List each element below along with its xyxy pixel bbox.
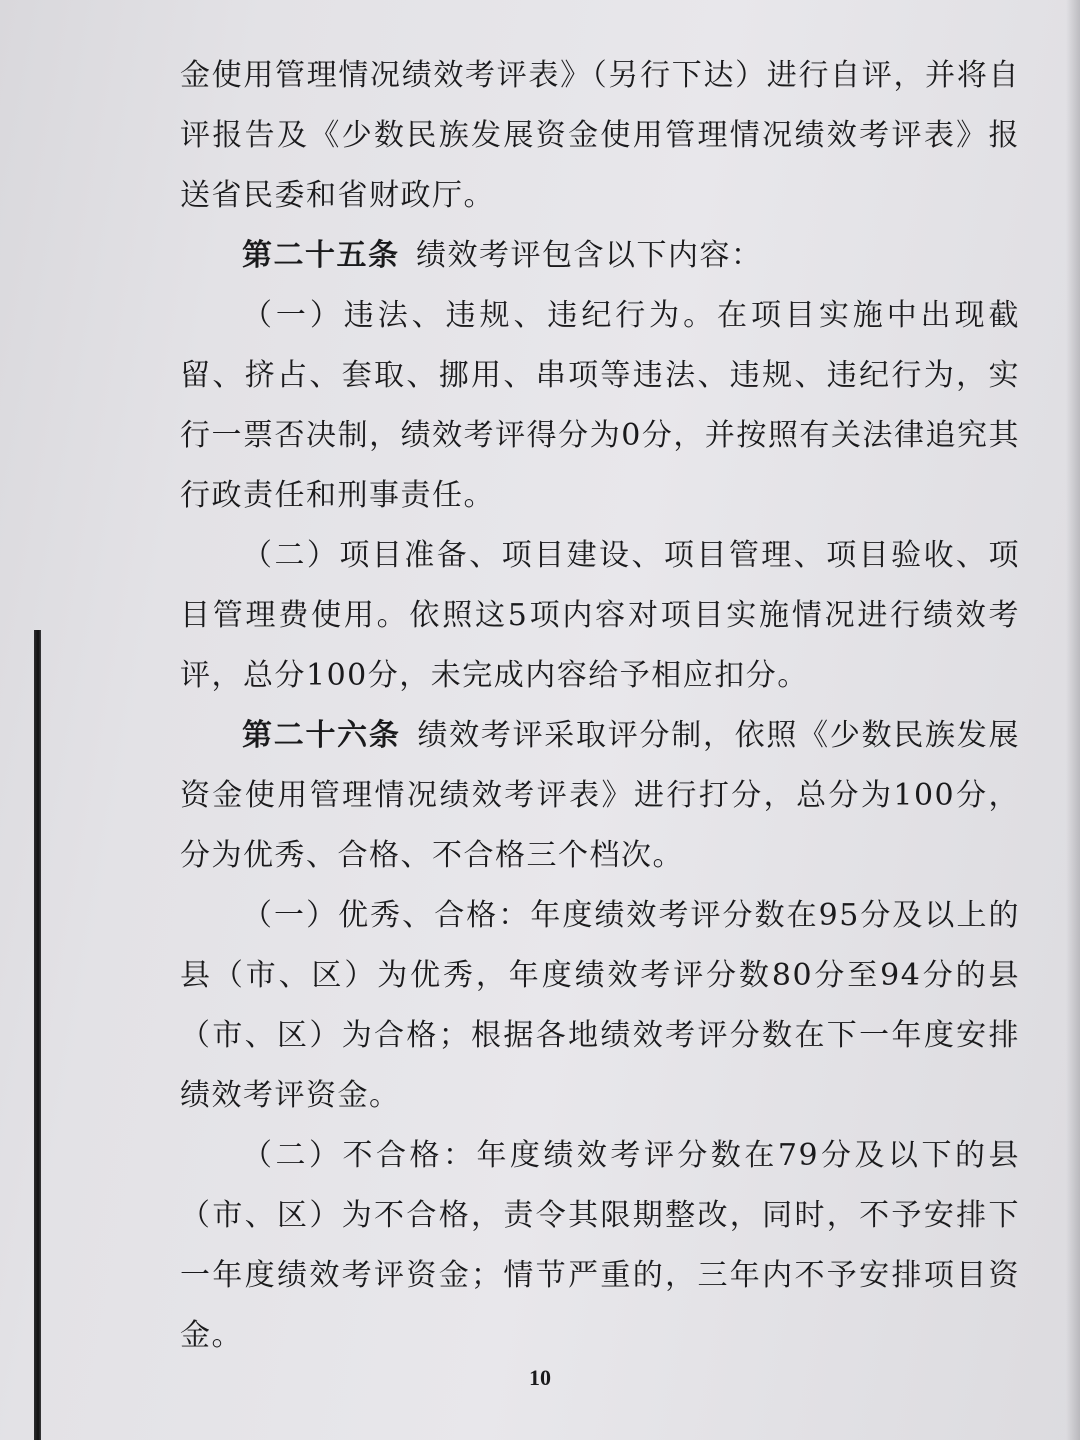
article-heading: 第二十六条 xyxy=(242,718,401,753)
article-26-item-2 xyxy=(180,1126,1020,1366)
article-25 xyxy=(180,226,1020,286)
paragraph-text: 绩效考评包含以下内容： xyxy=(416,238,763,273)
article-25-item-2 xyxy=(180,526,1020,706)
paragraph-text: 绩效考评采取评分制，依照《少数民族发展资金使用管理情况绩效考评表》进行打分，总分为100分，分为优秀、合格、不合格三个档次。 xyxy=(180,718,1021,873)
page-edge-shading xyxy=(1066,0,1080,1440)
book-spine-shadow xyxy=(34,630,41,1440)
paragraph-text: （一）优秀、合格：年度绩效考评分数在95分及以上的县（市、区）为优秀，年度绩效考评分数80分至94分的县（市、区）为合格；根据各地绩效考评分数在下一年度安排绩效考评资金。 xyxy=(180,898,1020,1113)
article-heading: 第二十五条 xyxy=(242,238,400,273)
article-26-item-1 xyxy=(180,886,1020,1126)
article-26 xyxy=(180,706,1020,886)
article-25-item-1 xyxy=(180,286,1020,526)
page-number: 10 xyxy=(529,1365,551,1390)
paragraph-text: 金使用管理情况绩效考评表》（另行下达）进行自评，并将自评报告及《少数民族发展资金使用管理情况绩效考评表》报送省民委和省财政厅。 xyxy=(180,58,1020,213)
paragraph-text: （二）项目准备、项目建设、项目管理、项目验收、项目管理费使用。依照这5项内容对项目实施情况进行绩效考评，总分100分，未完成内容给予相应扣分。 xyxy=(180,538,1020,693)
document-body xyxy=(180,46,1020,1366)
paragraph-text: （二）不合格：年度绩效考评分数在79分及以下的县（市、区）为不合格，责令其限期整改，同时，不予安排下一年度绩效考评资金；情节严重的，三年内不予安排项目资金。 xyxy=(180,1138,1020,1353)
paragraph-continuation xyxy=(180,46,1020,226)
paragraph-text: （一）违法、违规、违纪行为。在项目实施中出现截留、挤占、套取、挪用、串项等违法、违规、违纪行为，实行一票否决制，绩效考评得分为0分，并按照有关法律追究其行政责任和刑事责任。 xyxy=(180,298,1020,513)
